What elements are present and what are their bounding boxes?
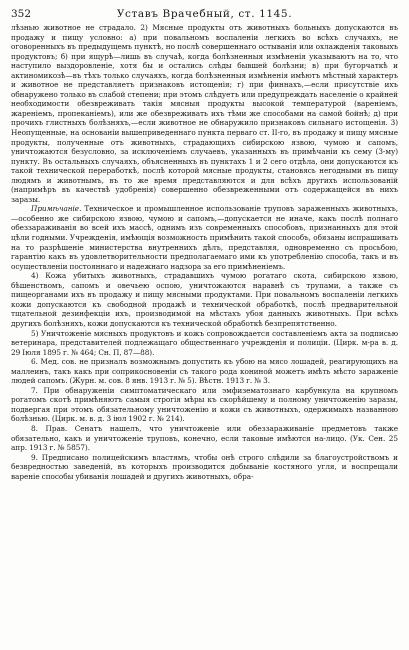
- paragraph-text: Техническое и промышленное использованіе труповъ зараженныхъ животныхъ,—особенно же сибирскою язвою, чумою и сапомъ,—допускается не иначе, какъ послѣ полнаго обеззараживанія во всей ихъ массѣ, однимъ изъ современныхъ способовъ, признанныхъ для этой цѣли годными. Учрежденія, имѣющія возможность примѣнить такой способъ, обязаны испрашивать на то разрѣшеніе министерства внутреннихъ дѣлъ, представляя, одновременно съ просьбою, гарантію какъ въ удовлетворительности предполагаемаго ими къ употребленію способа, такъ и въ осуществленіи постояннаго и надежнаго надзора за его примѣненіемъ.: [11, 204, 398, 271]
- paragraph-text: лѣзнью животное не страдало. 2) Мясные продукты отъ животныхъ больныхъ допускаются въ продажу и пищу условно: а) при повальномъ воспаленіи легкихъ во всѣхъ случаяхъ, не оговоренныхъ въ предыдущемъ пунктѣ, но послѣ совершеннаго остыванія или охлажденія таковыхъ продуктовъ; б) при ящурѣ—лишь въ случаѣ, когда болѣзненныя измѣненія указываютъ на то, что наступило выздоровленіе, хотя бы и остались слѣды бывшей болѣзни; в) при бугорчаткѣ и актиномикозѣ—въ тѣхъ только случаяхъ, когда болѣзненныя измѣненія имѣютъ мѣстный характеръ и животное не представляетъ признаковъ истощенія; г) при финнахъ,—если присутствіе ихъ обнаружено только въ слабой степени; при этомъ слѣдуетъ или предупреждать населеніе о крайней необходимости обезвреживать такія мясныя продукты высокой температурой (вареніемъ, жареніемъ, пропеканіемъ), или же обезвреживать ихъ тѣми же способами на самой бойнѣ; д) при прочихъ глистныхъ болѣзняхъ,—если животное не обнаружило признаковъ сильнаго истощенія. 3) Неопущенные, на основаніи вышеприведеннаго пункта перваго ст. II-го, въ продажу и пищу мясные продукты, полученные отъ животныхъ, страдающихъ сибирскою язвою, чумою и сапомъ, уничтожаются безусловно, за исключеніемъ случаевъ, указанныхъ въ примѣчаніи къ сему (3-му) пункту. Въ остальныхъ случаяхъ, объясненныхъ въ пунктахъ 1 и 2 сего отдѣла, они допускаются къ такой технической переработкѣ, послѣ которой мясные продукты, становясь негодными въ пищу людямъ и животнымъ, въ то же время представляются и для всѣхъ другихъ использованій (напримѣръ въ качествѣ удобренія) совершенно обезвреженными отъ содержащейся въ нихъ заразы.: [11, 23, 398, 204]
- page-header: [11, 7, 398, 21]
- paragraph-text: 6. Мед. сов. не призналъ возможнымъ допустить къ убою на мясо лошадей, реагирующихъ на маллеинъ, такъ какъ при соприкосновеніи съ такого рода кониной можетъ имѣть мѣсто зараженіе людей сапомъ. (Журн. м. сов. 8 янв. 1913 г. № 5). Вѣстн. 1913 г. № 3.: [11, 357, 398, 386]
- paragraph-text: 8. Прав. Сенатъ нашелъ, что уничтоженіе или обеззараживаніе предметовъ также обязательно, какъ и уничтоженіе труповъ, конечно, если таковые имѣются на-лицо. (Ук. Сен. 25 апр. 1913 г. № 5857).: [11, 423, 398, 453]
- paragraph-5: [11, 329, 398, 358]
- paragraph-8: [11, 424, 398, 453]
- paragraph-text: 7. При обнаруженіи симптоматическаго или эмфизематознаго карбункула на крупномъ рогатомъ скотѣ примѣняютъ самыя строгія мѣры къ скорѣйшему и полному уничтоженію заразы, подвергая при этомъ обязательному уничтоженію и кожи съ животныхъ, одержимыхъ названною болѣзнью. (Цирк. м. в. д. 3 іюл 1902 г. № 214).: [11, 385, 398, 424]
- document-body: [11, 23, 398, 481]
- paragraph-4: [11, 271, 398, 328]
- paragraph-text: 9. Предписано полицейскимъ властямъ, чтобы онѣ строго слѣдили за благоустройствомъ и безвредностью заведеній, въ которыхъ производится добываніе костяного угля, и воспрещали вареніе способы убиванія лошадей и другихъ животныхъ, обра-: [11, 452, 398, 481]
- note-label: Примѣчаніе.: [31, 204, 82, 214]
- paragraph-note: [11, 204, 398, 271]
- paragraph-text: 5) Уничтоженіе мясныхъ продуктовъ и кожъ сопровождается составленіемъ акта за подписью ветеринара, представителей подлежащаго общественнаго учрежденія и полиціи. (Цирк. м-ра в. д. 29 Іюля 1895 г. № 464; Сн. П, 87—88).: [11, 328, 398, 357]
- paragraph-6: [11, 357, 398, 386]
- paragraph-9: [11, 453, 398, 482]
- paragraph-1: [11, 23, 398, 204]
- page-title: Уставъ Врачебный, ст. 1145.: [116, 8, 293, 20]
- page-number: 352: [11, 8, 32, 20]
- paragraph-7: [11, 386, 398, 424]
- paragraph-text: 4) Кожа убитыхъ животныхъ, страдавшихъ чумою рогатаго скота, сибирскою язвою, бѣшенствомъ, сапомъ и овечьею оспою, уничтожаются наравнѣ съ трупами, а также съ пищеорганами ихъ въ продажу и пищу мясными продуктами. При повальномъ воспаленіи легкихъ кожи допускаются къ свободной продажѣ и технической обработкѣ, послѣ предварительной тщательной дезинфекціи ихъ, производимой на мѣстахъ убоя данныхъ животныхъ. При всѣхъ другихъ болѣзняхъ, кожи допускаются къ технической обработкѣ безпрепятственно.: [11, 271, 398, 328]
